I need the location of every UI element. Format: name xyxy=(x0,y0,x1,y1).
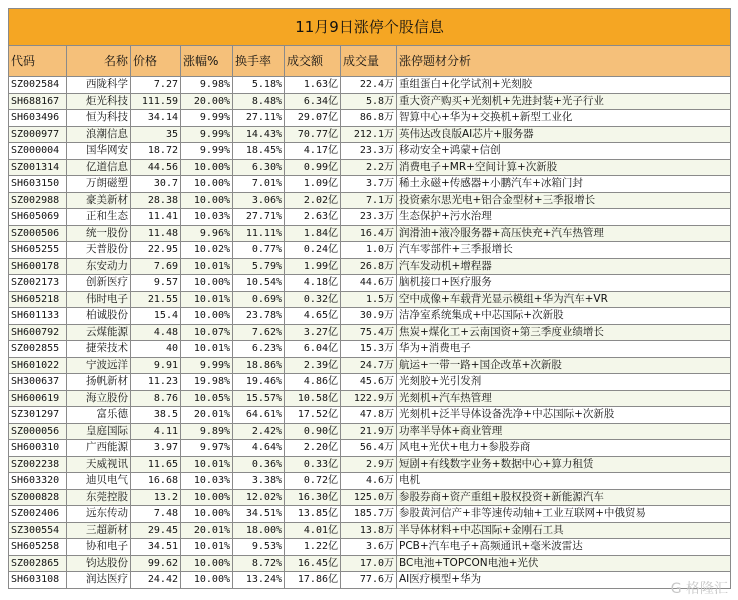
cell-code: SH600619 xyxy=(9,390,67,407)
cell-price: 22.95 xyxy=(131,242,181,259)
cell-change: 9.89% xyxy=(181,423,233,440)
cell-change: 10.00% xyxy=(181,489,233,506)
cell-topic: 英伟达改良版AI芯片+服务器 xyxy=(397,126,731,143)
cell-price: 11.23 xyxy=(131,374,181,391)
cell-turnover: 3.38% xyxy=(233,473,285,490)
cell-change: 10.03% xyxy=(181,473,233,490)
cell-topic: 稀土永磁+传感器+小鹏汽车+冰箱门封 xyxy=(397,176,731,193)
cell-name: 天普股份 xyxy=(67,242,131,259)
cell-volume: 122.9万 xyxy=(341,390,397,407)
header-code: 代码 xyxy=(9,46,67,77)
cell-turnover: 5.79% xyxy=(233,258,285,275)
cell-change: 10.07% xyxy=(181,324,233,341)
cell-change: 9.97% xyxy=(181,440,233,457)
cell-topic: 脑机接口+医疗服务 xyxy=(397,275,731,292)
cell-code: SH601022 xyxy=(9,357,67,374)
cell-name: 东安动力 xyxy=(67,258,131,275)
cell-code: SH688167 xyxy=(9,93,67,110)
cell-name: 润达医疗 xyxy=(67,572,131,589)
cell-price: 34.14 xyxy=(131,110,181,127)
cell-change: 20.00% xyxy=(181,93,233,110)
cell-volume: 16.4万 xyxy=(341,225,397,242)
cell-turnover: 4.64% xyxy=(233,440,285,457)
cell-change: 10.00% xyxy=(181,555,233,572)
cell-volume: 21.9万 xyxy=(341,423,397,440)
cell-change: 10.01% xyxy=(181,341,233,358)
cell-price: 16.68 xyxy=(131,473,181,490)
table-row xyxy=(9,440,731,457)
cell-name: 西陇科学 xyxy=(67,77,131,94)
cell-topic: PCB+汽车电子+高频通讯+毫米波雷达 xyxy=(397,539,731,556)
cell-amount: 0.90亿 xyxy=(285,423,341,440)
cell-amount: 4.01亿 xyxy=(285,522,341,539)
cell-volume: 2.2万 xyxy=(341,159,397,176)
cell-amount: 6.34亿 xyxy=(285,93,341,110)
cell-volume: 13.8万 xyxy=(341,522,397,539)
cell-turnover: 3.06% xyxy=(233,192,285,209)
cell-turnover: 64.61% xyxy=(233,407,285,424)
table-row xyxy=(9,341,731,358)
cell-change: 10.03% xyxy=(181,209,233,226)
table-row xyxy=(9,390,731,407)
table-row xyxy=(9,473,731,490)
cell-code: SH300637 xyxy=(9,374,67,391)
table-row xyxy=(9,308,731,325)
cell-volume: 44.6万 xyxy=(341,275,397,292)
cell-turnover: 19.46% xyxy=(233,374,285,391)
cell-amount: 10.58亿 xyxy=(285,390,341,407)
cell-turnover: 8.72% xyxy=(233,555,285,572)
cell-topic: 洁净室系统集成+中芯国际+次新股 xyxy=(397,308,731,325)
cell-amount: 0.99亿 xyxy=(285,159,341,176)
cell-volume: 45.6万 xyxy=(341,374,397,391)
header-price: 价格 xyxy=(131,46,181,77)
cell-price: 99.62 xyxy=(131,555,181,572)
cell-amount: 1.09亿 xyxy=(285,176,341,193)
cell-price: 4.11 xyxy=(131,423,181,440)
cell-name: 国华网安 xyxy=(67,143,131,160)
cell-turnover: 13.24% xyxy=(233,572,285,589)
cell-topic: 参股黄河信产+非等速传动轴+工业互联网+中俄贸易 xyxy=(397,506,731,523)
cell-topic: 短剧+有线数字业务+数据中心+算力租赁 xyxy=(397,456,731,473)
table-row xyxy=(9,275,731,292)
cell-turnover: 34.51% xyxy=(233,506,285,523)
cell-name: 统一股份 xyxy=(67,225,131,242)
cell-topic: 光刻机+汽车热管理 xyxy=(397,390,731,407)
cell-code: SZ002406 xyxy=(9,506,67,523)
cell-change: 20.01% xyxy=(181,407,233,424)
cell-price: 38.5 xyxy=(131,407,181,424)
cell-name: 宁波远洋 xyxy=(67,357,131,374)
table-row xyxy=(9,555,731,572)
table-row xyxy=(9,407,731,424)
cell-price: 28.38 xyxy=(131,192,181,209)
cell-price: 30.7 xyxy=(131,176,181,193)
table-row xyxy=(9,77,731,94)
cell-name: 钧达股份 xyxy=(67,555,131,572)
cell-price: 7.69 xyxy=(131,258,181,275)
cell-change: 10.01% xyxy=(181,456,233,473)
cell-turnover: 15.57% xyxy=(233,390,285,407)
cell-change: 10.00% xyxy=(181,192,233,209)
cell-topic: 智算中心+华为+交换机+新型工业化 xyxy=(397,110,731,127)
cell-price: 11.41 xyxy=(131,209,181,226)
cell-price: 7.48 xyxy=(131,506,181,523)
cell-code: SH605218 xyxy=(9,291,67,308)
cell-topic: 电机 xyxy=(397,473,731,490)
cell-topic: AI医疗模型+华为 xyxy=(397,572,731,589)
cell-topic: 焦炭+煤化工+云南国资+第三季度业绩增长 xyxy=(397,324,731,341)
cell-amount: 16.30亿 xyxy=(285,489,341,506)
cell-volume: 23.3万 xyxy=(341,209,397,226)
cell-volume: 56.4万 xyxy=(341,440,397,457)
cell-turnover: 10.54% xyxy=(233,275,285,292)
cell-code: SH603108 xyxy=(9,572,67,589)
cell-topic: 润滑油+液冷服务器+高压快充+汽车热管理 xyxy=(397,225,731,242)
cell-price: 11.65 xyxy=(131,456,181,473)
cell-topic: 光刻胶+光引发剂 xyxy=(397,374,731,391)
cell-name: 三超新材 xyxy=(67,522,131,539)
cell-amount: 0.24亿 xyxy=(285,242,341,259)
cell-name: 恒为科技 xyxy=(67,110,131,127)
table-row xyxy=(9,522,731,539)
cell-price: 40 xyxy=(131,341,181,358)
cell-topic: 投资索尔思光电+铝合金型材+三季报增长 xyxy=(397,192,731,209)
cell-price: 24.42 xyxy=(131,572,181,589)
table-row xyxy=(9,291,731,308)
cell-turnover: 12.02% xyxy=(233,489,285,506)
cell-change: 10.01% xyxy=(181,258,233,275)
table-row xyxy=(9,506,731,523)
cell-code: SZ001314 xyxy=(9,159,67,176)
cell-turnover: 11.11% xyxy=(233,225,285,242)
cell-price: 13.2 xyxy=(131,489,181,506)
cell-code: SZ002988 xyxy=(9,192,67,209)
cell-turnover: 8.48% xyxy=(233,93,285,110)
cell-name: 豪美新材 xyxy=(67,192,131,209)
table-row xyxy=(9,126,731,143)
cell-change: 9.98% xyxy=(181,77,233,94)
cell-code: SH600792 xyxy=(9,324,67,341)
cell-topic: 消费电子+MR+空间计算+次新股 xyxy=(397,159,731,176)
cell-turnover: 0.36% xyxy=(233,456,285,473)
cell-volume: 77.6万 xyxy=(341,572,397,589)
cell-code: SH600310 xyxy=(9,440,67,457)
cell-price: 3.97 xyxy=(131,440,181,457)
header-row xyxy=(9,46,731,77)
cell-price: 21.55 xyxy=(131,291,181,308)
watermark-logo: G 格隆汇 xyxy=(670,581,728,597)
cell-name: 正和生态 xyxy=(67,209,131,226)
cell-name: 柏诚股份 xyxy=(67,308,131,325)
cell-topic: 重大资产购买+光刻机+先进封装+光子行业 xyxy=(397,93,731,110)
cell-amount: 4.18亿 xyxy=(285,275,341,292)
cell-turnover: 2.42% xyxy=(233,423,285,440)
header-change: 涨幅% xyxy=(181,46,233,77)
cell-volume: 5.8万 xyxy=(341,93,397,110)
limit-up-stock-table xyxy=(8,8,731,589)
cell-volume: 2.9万 xyxy=(341,456,397,473)
cell-name: 浪潮信息 xyxy=(67,126,131,143)
cell-topic: 风电+光伏+电力+参股券商 xyxy=(397,440,731,457)
cell-name: 炬光科技 xyxy=(67,93,131,110)
table-row xyxy=(9,192,731,209)
header-name: 名称 xyxy=(67,46,131,77)
cell-topic: 生态保护+污水治理 xyxy=(397,209,731,226)
cell-price: 35 xyxy=(131,126,181,143)
cell-volume: 30.9万 xyxy=(341,308,397,325)
cell-price: 11.48 xyxy=(131,225,181,242)
cell-amount: 0.72亿 xyxy=(285,473,341,490)
cell-code: SZ002584 xyxy=(9,77,67,94)
cell-topic: 参股券商+资产重组+股权投资+新能源汽车 xyxy=(397,489,731,506)
cell-name: 伟时电子 xyxy=(67,291,131,308)
cell-topic: BC电池+TOPCON电池+光伏 xyxy=(397,555,731,572)
cell-volume: 24.7万 xyxy=(341,357,397,374)
cell-amount: 16.45亿 xyxy=(285,555,341,572)
table-row xyxy=(9,324,731,341)
cell-volume: 86.8万 xyxy=(341,110,397,127)
cell-change: 9.99% xyxy=(181,357,233,374)
cell-turnover: 27.11% xyxy=(233,110,285,127)
cell-topic: 半导体材料+中芯国际+金刚石工具 xyxy=(397,522,731,539)
cell-code: SH600178 xyxy=(9,258,67,275)
cell-turnover: 7.62% xyxy=(233,324,285,341)
cell-volume: 4.6万 xyxy=(341,473,397,490)
table-row xyxy=(9,489,731,506)
cell-turnover: 9.53% xyxy=(233,539,285,556)
cell-amount: 2.02亿 xyxy=(285,192,341,209)
cell-change: 10.00% xyxy=(181,176,233,193)
cell-volume: 22.4万 xyxy=(341,77,397,94)
cell-code: SZ300554 xyxy=(9,522,67,539)
table-row xyxy=(9,258,731,275)
cell-code: SZ000506 xyxy=(9,225,67,242)
cell-volume: 3.7万 xyxy=(341,176,397,193)
cell-amount: 17.52亿 xyxy=(285,407,341,424)
table-row xyxy=(9,143,731,160)
cell-code: SZ002238 xyxy=(9,456,67,473)
header-volume: 成交量 xyxy=(341,46,397,77)
cell-change: 10.00% xyxy=(181,159,233,176)
cell-code: SH605255 xyxy=(9,242,67,259)
table-row xyxy=(9,176,731,193)
cell-name: 捷荣技术 xyxy=(67,341,131,358)
cell-turnover: 6.30% xyxy=(233,159,285,176)
cell-name: 迪贝电气 xyxy=(67,473,131,490)
cell-topic: 功率半导体+商业管理 xyxy=(397,423,731,440)
cell-turnover: 14.43% xyxy=(233,126,285,143)
cell-change: 10.00% xyxy=(181,308,233,325)
cell-name: 海立股份 xyxy=(67,390,131,407)
cell-topic: 华为+消费电子 xyxy=(397,341,731,358)
cell-topic: 空中成像+车载背光显示模组+华为汽车+VR xyxy=(397,291,731,308)
cell-change: 9.99% xyxy=(181,126,233,143)
cell-change: 20.01% xyxy=(181,522,233,539)
cell-turnover: 5.18% xyxy=(233,77,285,94)
cell-amount: 4.86亿 xyxy=(285,374,341,391)
cell-change: 19.98% xyxy=(181,374,233,391)
cell-amount: 3.27亿 xyxy=(285,324,341,341)
cell-amount: 17.86亿 xyxy=(285,572,341,589)
cell-turnover: 27.71% xyxy=(233,209,285,226)
cell-topic: 重组蛋白+化学试剂+光刻胶 xyxy=(397,77,731,94)
table-row xyxy=(9,110,731,127)
table-row xyxy=(9,456,731,473)
cell-code: SH605258 xyxy=(9,539,67,556)
cell-change: 10.05% xyxy=(181,390,233,407)
cell-amount: 1.63亿 xyxy=(285,77,341,94)
cell-code: SH601133 xyxy=(9,308,67,325)
page-title: 11月9日涨停个股信息 xyxy=(9,9,731,46)
cell-amount: 0.32亿 xyxy=(285,291,341,308)
cell-change: 10.02% xyxy=(181,242,233,259)
cell-code: SZ000004 xyxy=(9,143,67,160)
table-row xyxy=(9,374,731,391)
table-row xyxy=(9,423,731,440)
cell-name: 云煤能源 xyxy=(67,324,131,341)
cell-price: 18.72 xyxy=(131,143,181,160)
cell-change: 9.96% xyxy=(181,225,233,242)
cell-turnover: 6.23% xyxy=(233,341,285,358)
cell-amount: 29.07亿 xyxy=(285,110,341,127)
cell-name: 广西能源 xyxy=(67,440,131,457)
cell-change: 10.01% xyxy=(181,291,233,308)
table-row xyxy=(9,242,731,259)
cell-amount: 2.39亿 xyxy=(285,357,341,374)
cell-name: 协和电子 xyxy=(67,539,131,556)
cell-volume: 7.1万 xyxy=(341,192,397,209)
cell-price: 29.45 xyxy=(131,522,181,539)
cell-amount: 1.99亿 xyxy=(285,258,341,275)
cell-amount: 2.63亿 xyxy=(285,209,341,226)
cell-price: 9.57 xyxy=(131,275,181,292)
cell-code: SH603496 xyxy=(9,110,67,127)
cell-volume: 185.7万 xyxy=(341,506,397,523)
table-row xyxy=(9,357,731,374)
cell-change: 9.99% xyxy=(181,143,233,160)
cell-volume: 26.8万 xyxy=(341,258,397,275)
cell-volume: 212.1万 xyxy=(341,126,397,143)
cell-name: 富乐德 xyxy=(67,407,131,424)
cell-topic: 航运+一带一路+国企改革+次新股 xyxy=(397,357,731,374)
cell-price: 4.48 xyxy=(131,324,181,341)
cell-price: 111.59 xyxy=(131,93,181,110)
cell-code: SZ002865 xyxy=(9,555,67,572)
cell-topic: 移动安全+鸿蒙+信创 xyxy=(397,143,731,160)
cell-amount: 4.65亿 xyxy=(285,308,341,325)
cell-amount: 1.22亿 xyxy=(285,539,341,556)
cell-change: 10.00% xyxy=(181,506,233,523)
cell-amount: 0.33亿 xyxy=(285,456,341,473)
table-row xyxy=(9,225,731,242)
cell-turnover: 23.78% xyxy=(233,308,285,325)
cell-volume: 15.3万 xyxy=(341,341,397,358)
cell-price: 15.4 xyxy=(131,308,181,325)
cell-amount: 6.04亿 xyxy=(285,341,341,358)
cell-amount: 13.85亿 xyxy=(285,506,341,523)
cell-name: 创新医疗 xyxy=(67,275,131,292)
cell-volume: 125.0万 xyxy=(341,489,397,506)
cell-change: 10.00% xyxy=(181,572,233,589)
table-row xyxy=(9,93,731,110)
cell-volume: 17.0万 xyxy=(341,555,397,572)
header-amount: 成交额 xyxy=(285,46,341,77)
cell-price: 34.51 xyxy=(131,539,181,556)
cell-name: 亿道信息 xyxy=(67,159,131,176)
cell-turnover: 0.69% xyxy=(233,291,285,308)
cell-amount: 70.77亿 xyxy=(285,126,341,143)
cell-amount: 4.17亿 xyxy=(285,143,341,160)
stock-table-sheet xyxy=(8,8,730,589)
cell-volume: 3.6万 xyxy=(341,539,397,556)
cell-price: 7.27 xyxy=(131,77,181,94)
cell-name: 天威视讯 xyxy=(67,456,131,473)
cell-volume: 23.3万 xyxy=(341,143,397,160)
cell-code: SZ000828 xyxy=(9,489,67,506)
cell-code: SZ301297 xyxy=(9,407,67,424)
cell-turnover: 18.86% xyxy=(233,357,285,374)
table-row xyxy=(9,572,731,589)
cell-volume: 75.4万 xyxy=(341,324,397,341)
cell-name: 东莞控股 xyxy=(67,489,131,506)
cell-topic: 光刻机+泛半导体设备洗净+中芯国际+次新股 xyxy=(397,407,731,424)
cell-price: 9.91 xyxy=(131,357,181,374)
header-turnover: 换手率 xyxy=(233,46,285,77)
title-row xyxy=(9,9,731,46)
cell-code: SZ002173 xyxy=(9,275,67,292)
cell-code: SH605069 xyxy=(9,209,67,226)
cell-volume: 1.0万 xyxy=(341,242,397,259)
cell-change: 9.99% xyxy=(181,110,233,127)
cell-turnover: 18.45% xyxy=(233,143,285,160)
cell-name: 万朗磁塑 xyxy=(67,176,131,193)
cell-code: SZ002855 xyxy=(9,341,67,358)
cell-code: SH603320 xyxy=(9,473,67,490)
cell-name: 皇庭国际 xyxy=(67,423,131,440)
header-topic: 涨停题材分析 xyxy=(397,46,731,77)
cell-volume: 1.5万 xyxy=(341,291,397,308)
table-row xyxy=(9,209,731,226)
cell-turnover: 0.77% xyxy=(233,242,285,259)
cell-code: SZ000056 xyxy=(9,423,67,440)
cell-amount: 1.84亿 xyxy=(285,225,341,242)
cell-change: 10.00% xyxy=(181,275,233,292)
cell-price: 44.56 xyxy=(131,159,181,176)
cell-volume: 47.8万 xyxy=(341,407,397,424)
cell-price: 8.76 xyxy=(131,390,181,407)
cell-change: 10.01% xyxy=(181,539,233,556)
cell-code: SZ000977 xyxy=(9,126,67,143)
cell-code: SH603150 xyxy=(9,176,67,193)
cell-name: 扬帆新材 xyxy=(67,374,131,391)
cell-turnover: 18.00% xyxy=(233,522,285,539)
table-row xyxy=(9,159,731,176)
cell-turnover: 7.01% xyxy=(233,176,285,193)
cell-topic: 汽车发动机+增程器 xyxy=(397,258,731,275)
cell-amount: 2.20亿 xyxy=(285,440,341,457)
table-row xyxy=(9,539,731,556)
cell-name: 远东传动 xyxy=(67,506,131,523)
cell-topic: 汽车零部件+三季报增长 xyxy=(397,242,731,259)
